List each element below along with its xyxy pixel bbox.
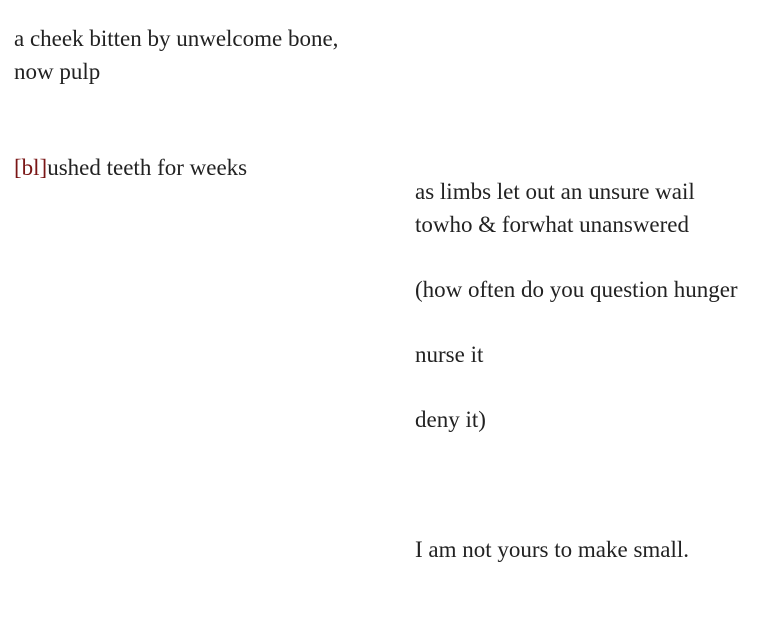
poem-line-nurse-it: nurse it	[415, 342, 484, 367]
poem-line-blushed-teeth-rest: ushed teeth for weeks	[47, 155, 248, 180]
poem-line-question-hunger: (how often do you question hunger	[415, 277, 738, 302]
poem-line-towho-forwhat: towho & forwhat unanswered	[415, 212, 690, 237]
highlighted-bracket-text: [bl]	[14, 155, 48, 180]
poem-line-blushed-teeth	[14, 151, 247, 184]
poem-line-cheek-bitten: a cheek bitten by unwelcome bone,	[14, 26, 339, 51]
poem-line-deny-it: deny it)	[415, 407, 486, 432]
poem-line-not-yours: I am not yours to make small.	[415, 537, 690, 562]
poem-line-limbs-wail: as limbs let out an unsure wail	[415, 179, 695, 204]
poem-line-now-pulp: now pulp	[14, 59, 101, 84]
